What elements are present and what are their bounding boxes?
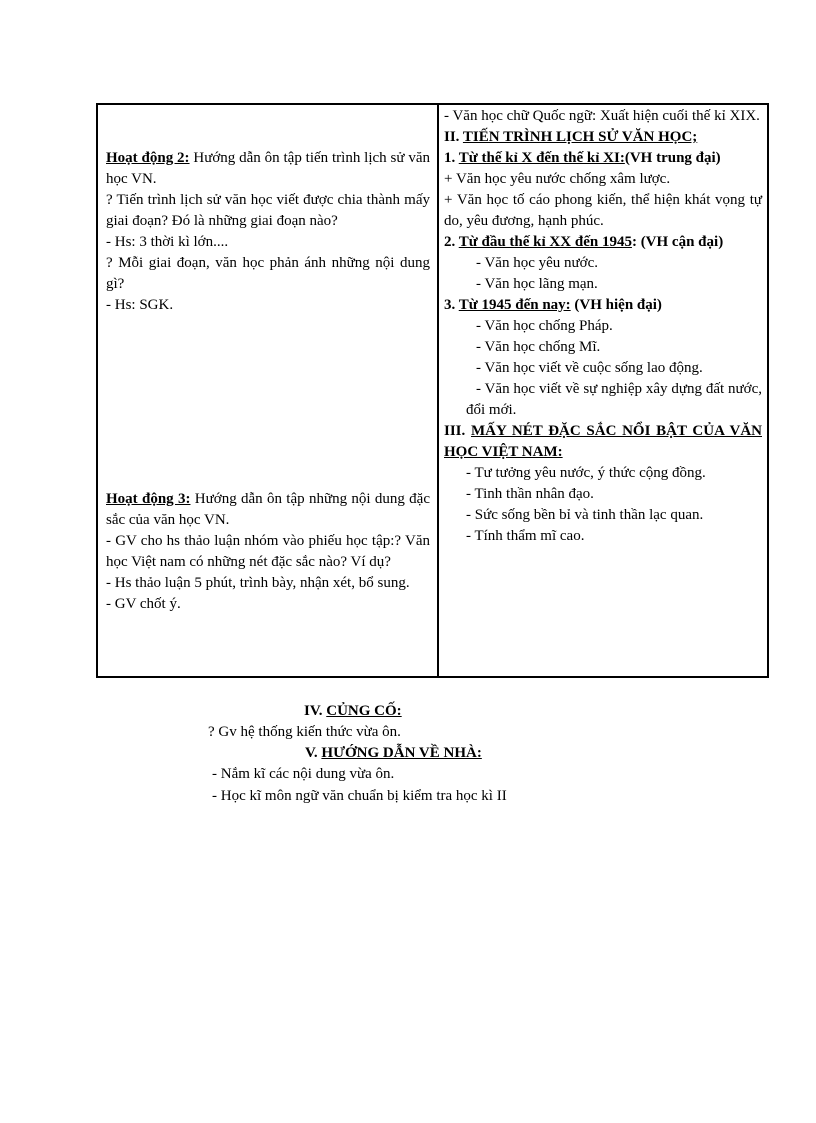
activity-3-label: Hoạt động 3: — [106, 491, 191, 507]
activity-2-line: - Hs: 3 thời kì lớn.... — [106, 234, 229, 250]
period-3-item: - Văn học viết về sự nghiệp xây dựng đất nước, đổi mới. — [466, 381, 762, 418]
period-3-item: - Văn học chống Pháp. — [476, 318, 613, 334]
period-3-heading: 3. Từ 1945 đến nay: (VH hiện đại) — [444, 297, 662, 313]
section-4-heading: IV. CỦNG CỐ: — [304, 703, 402, 719]
column-divider — [437, 105, 439, 676]
activity-3-line: - GV cho hs thảo luận nhóm vào phiếu học tập:? Văn học Việt nam có những nét đặc sắc nào? Ví dụ? — [106, 533, 430, 570]
feature-item: - Tính thẩm mĩ cao. — [466, 528, 585, 544]
activity-2-line: - Hs: SGK. — [106, 297, 174, 313]
period-2-item: - Văn học lãng mạn. — [476, 276, 598, 292]
period-1-item: + Văn học yêu nước chống xâm lược. — [444, 171, 671, 187]
period-1-heading: 1. Từ thế kỉ X đến thế kỉ XI:(VH trung đại) — [444, 150, 721, 166]
section-4-line: ? Gv hệ thống kiến thức vừa ôn. — [208, 724, 401, 740]
activity-2-label: Hoạt động 2: — [106, 150, 190, 166]
activity-2-block — [106, 148, 430, 316]
section-5-line: - Nắm kĩ các nội dung vừa ôn. — [212, 766, 395, 782]
activity-3-block — [106, 489, 430, 615]
period-2-heading: 2. Từ đầu thế kỉ XX đến 1945: (VH cận đại) — [444, 234, 724, 250]
period-3-item: - Văn học viết về cuộc sống lao động. — [476, 360, 703, 376]
activity-3-line: - Hs thảo luận 5 phút, trình bày, nhận xét, bổ sung. — [106, 575, 410, 591]
period-2-item: - Văn học yêu nước. — [476, 255, 598, 271]
section-5-heading: V. HƯỚNG DẪN VỀ NHÀ: — [305, 745, 482, 761]
section-5-line: - Học kĩ môn ngữ văn chuẩn bị kiểm tra học kì II — [212, 788, 507, 804]
feature-item: - Tư tưởng yêu nước, ý thức cộng đồng. — [466, 465, 706, 481]
period-1-item: + Văn học tố cáo phong kiến, thể hiện khát vọng tự do, yêu đương, hạnh phúc. — [444, 192, 762, 229]
section-2-heading: II. TIẾN TRÌNH LỊCH SỬ VĂN HỌC; — [444, 129, 698, 145]
feature-item: - Tinh thần nhân đạo. — [466, 486, 594, 502]
activity-2-line: ? Mỗi giai đoạn, văn học phản ánh những nội dung gì? — [106, 255, 430, 292]
activity-3-text: Hướng dẫn ôn tập những nội dung đặc sắc của văn học VN. — [106, 491, 430, 528]
intro-line: - Văn học chữ Quốc ngữ: Xuất hiện cuối thế kỉ XIX. — [444, 108, 760, 124]
period-3-item: - Văn học chống Mĩ. — [476, 339, 601, 355]
right-column — [444, 106, 762, 547]
section-3-heading: III. MẤY NÉT ĐẶC SẮC NỔI BẬT CỦA VĂN HỌC VIỆT NAM: — [444, 423, 762, 460]
activity-2-text: Hướng dẫn ôn tập tiến trình lịch sử văn học VN. — [106, 150, 430, 187]
activity-3-line: - GV chốt ý. — [106, 596, 181, 612]
activity-2-line: ? Tiến trình lịch sử văn học viết được chia thành mấy giai đoạn? Đó là những giai đoạn nào? — [106, 192, 430, 229]
feature-item: - Sức sống bền bỉ và tinh thần lạc quan. — [466, 507, 704, 523]
lesson-table — [96, 103, 769, 678]
